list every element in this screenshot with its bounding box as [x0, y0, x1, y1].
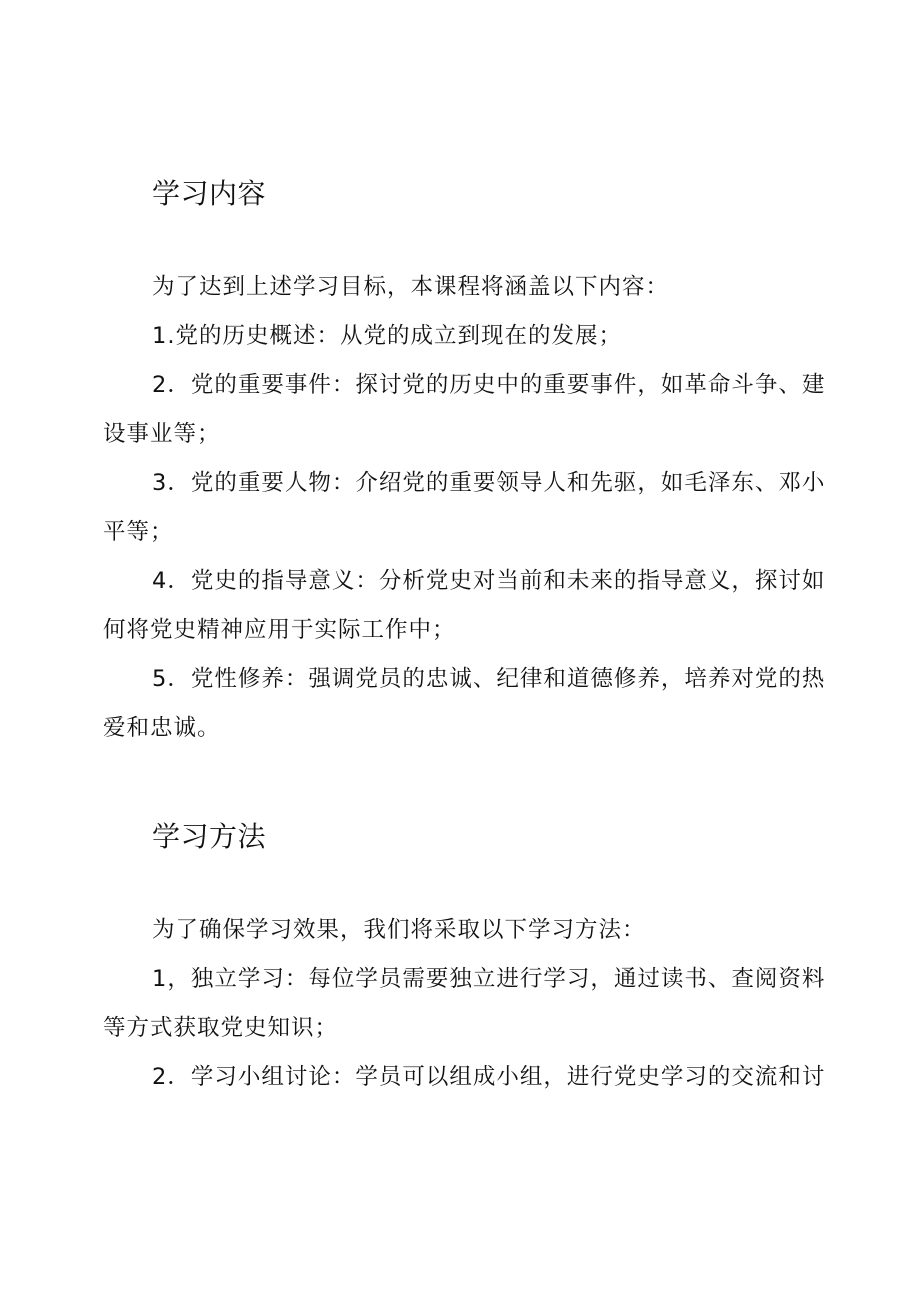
method-item-2-first-line: 2．学习小组讨论：学员可以组成小组，进行党史学习的交流和讨 [152, 1064, 826, 1090]
content-item-3-continuation: 平等； [103, 519, 174, 545]
content-item-2-continuation: 设事业等； [103, 421, 221, 447]
method-item-1-continuation: 等方式获取党史知识； [103, 1015, 339, 1041]
content-item-4-continuation: 何将党史精神应用于实际工作中； [103, 617, 456, 643]
content-item-4-first-line: 4．党史的指导意义：分析党史对当前和未来的指导意义，探讨如 [152, 568, 826, 594]
content-item-2-first-line: 2．党的重要事件：探讨党的历史中的重要事件，如革命斗争、建 [152, 372, 826, 398]
content-item-5-first-line: 5．党性修养：强调党员的忠诚、纪律和道德修养，培养对党的热 [152, 666, 826, 692]
method-item-1-first-line: 1，独立学习：每位学员需要独立进行学习，通过读书、查阅资料 [152, 966, 826, 992]
content-item-3-first-line: 3．党的重要人物：介绍党的重要领导人和先驱，如毛泽东、邓小 [152, 470, 826, 496]
content-intro: 为了达到上述学习目标，本课程将涵盖以下内容： [152, 274, 670, 300]
section-heading-content: 学习内容 [152, 177, 267, 210]
content-item-1 [152, 312, 622, 360]
content-item-1-line-1: 1.党的历史概述：从党的成立到现在的发展； [152, 323, 622, 349]
content-item-5-continuation: 爱和忠诚。 [103, 715, 221, 741]
method-intro: 为了确保学习效果，我们将采取以下学习方法： [152, 917, 646, 943]
section-heading-method: 学习方法 [152, 820, 267, 853]
